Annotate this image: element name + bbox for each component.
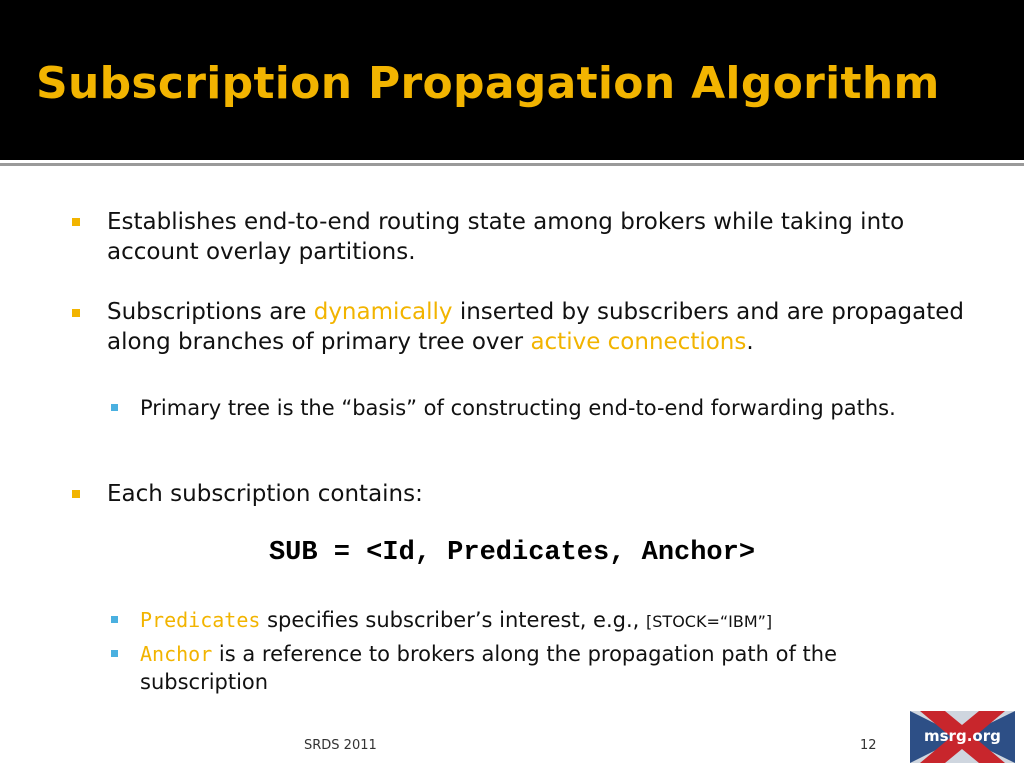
- text-segment: Subscriptions are: [107, 299, 314, 325]
- slide-title: Subscription Propagation Algorithm: [36, 58, 940, 109]
- bullet-subscriptions: [107, 297, 967, 357]
- example-stock: [STOCK=“IBM”]: [646, 612, 773, 631]
- highlight-active-connections: active connections: [530, 329, 747, 355]
- text-segment: specifies subscriber’s interest, e.g.,: [260, 608, 647, 632]
- text-segment: inserted by subscribers and are propagated along branches of primary tree over: [107, 299, 965, 355]
- page-number: 12: [860, 738, 877, 753]
- footer-conference: SRDS 2011: [304, 738, 377, 753]
- code-anchor: Anchor: [140, 642, 213, 666]
- text-segment: is a reference to brokers along the propagation path of the subscription: [140, 642, 838, 694]
- subscription-formula: SUB = <Id, Predicates, Anchor>: [268, 538, 756, 568]
- bullet-marker: [72, 490, 80, 498]
- sub-bullet-marker: [111, 404, 118, 411]
- bullet-marker: [72, 309, 80, 317]
- bullet-subscription-contains: Each subscription contains:: [107, 481, 423, 507]
- bullet-marker: [72, 218, 80, 226]
- sub-bullet-marker: [111, 650, 118, 657]
- code-predicates: Predicates: [140, 608, 261, 632]
- sub-bullet-anchor: [140, 640, 940, 696]
- logo-text: msrg.org: [924, 727, 1001, 745]
- bullet-routing-state: Establishes end-to-end routing state among brokers while taking into account overlay partitions.: [107, 209, 905, 265]
- sub-bullet-predicates: [140, 606, 940, 636]
- sub-bullet-primary-tree: Primary tree is the “basis” of constructing end-to-end forwarding paths.: [140, 396, 896, 420]
- highlight-dynamically: dynamically: [313, 299, 453, 325]
- sub-bullet-marker: [111, 616, 118, 623]
- text-segment: .: [746, 329, 754, 355]
